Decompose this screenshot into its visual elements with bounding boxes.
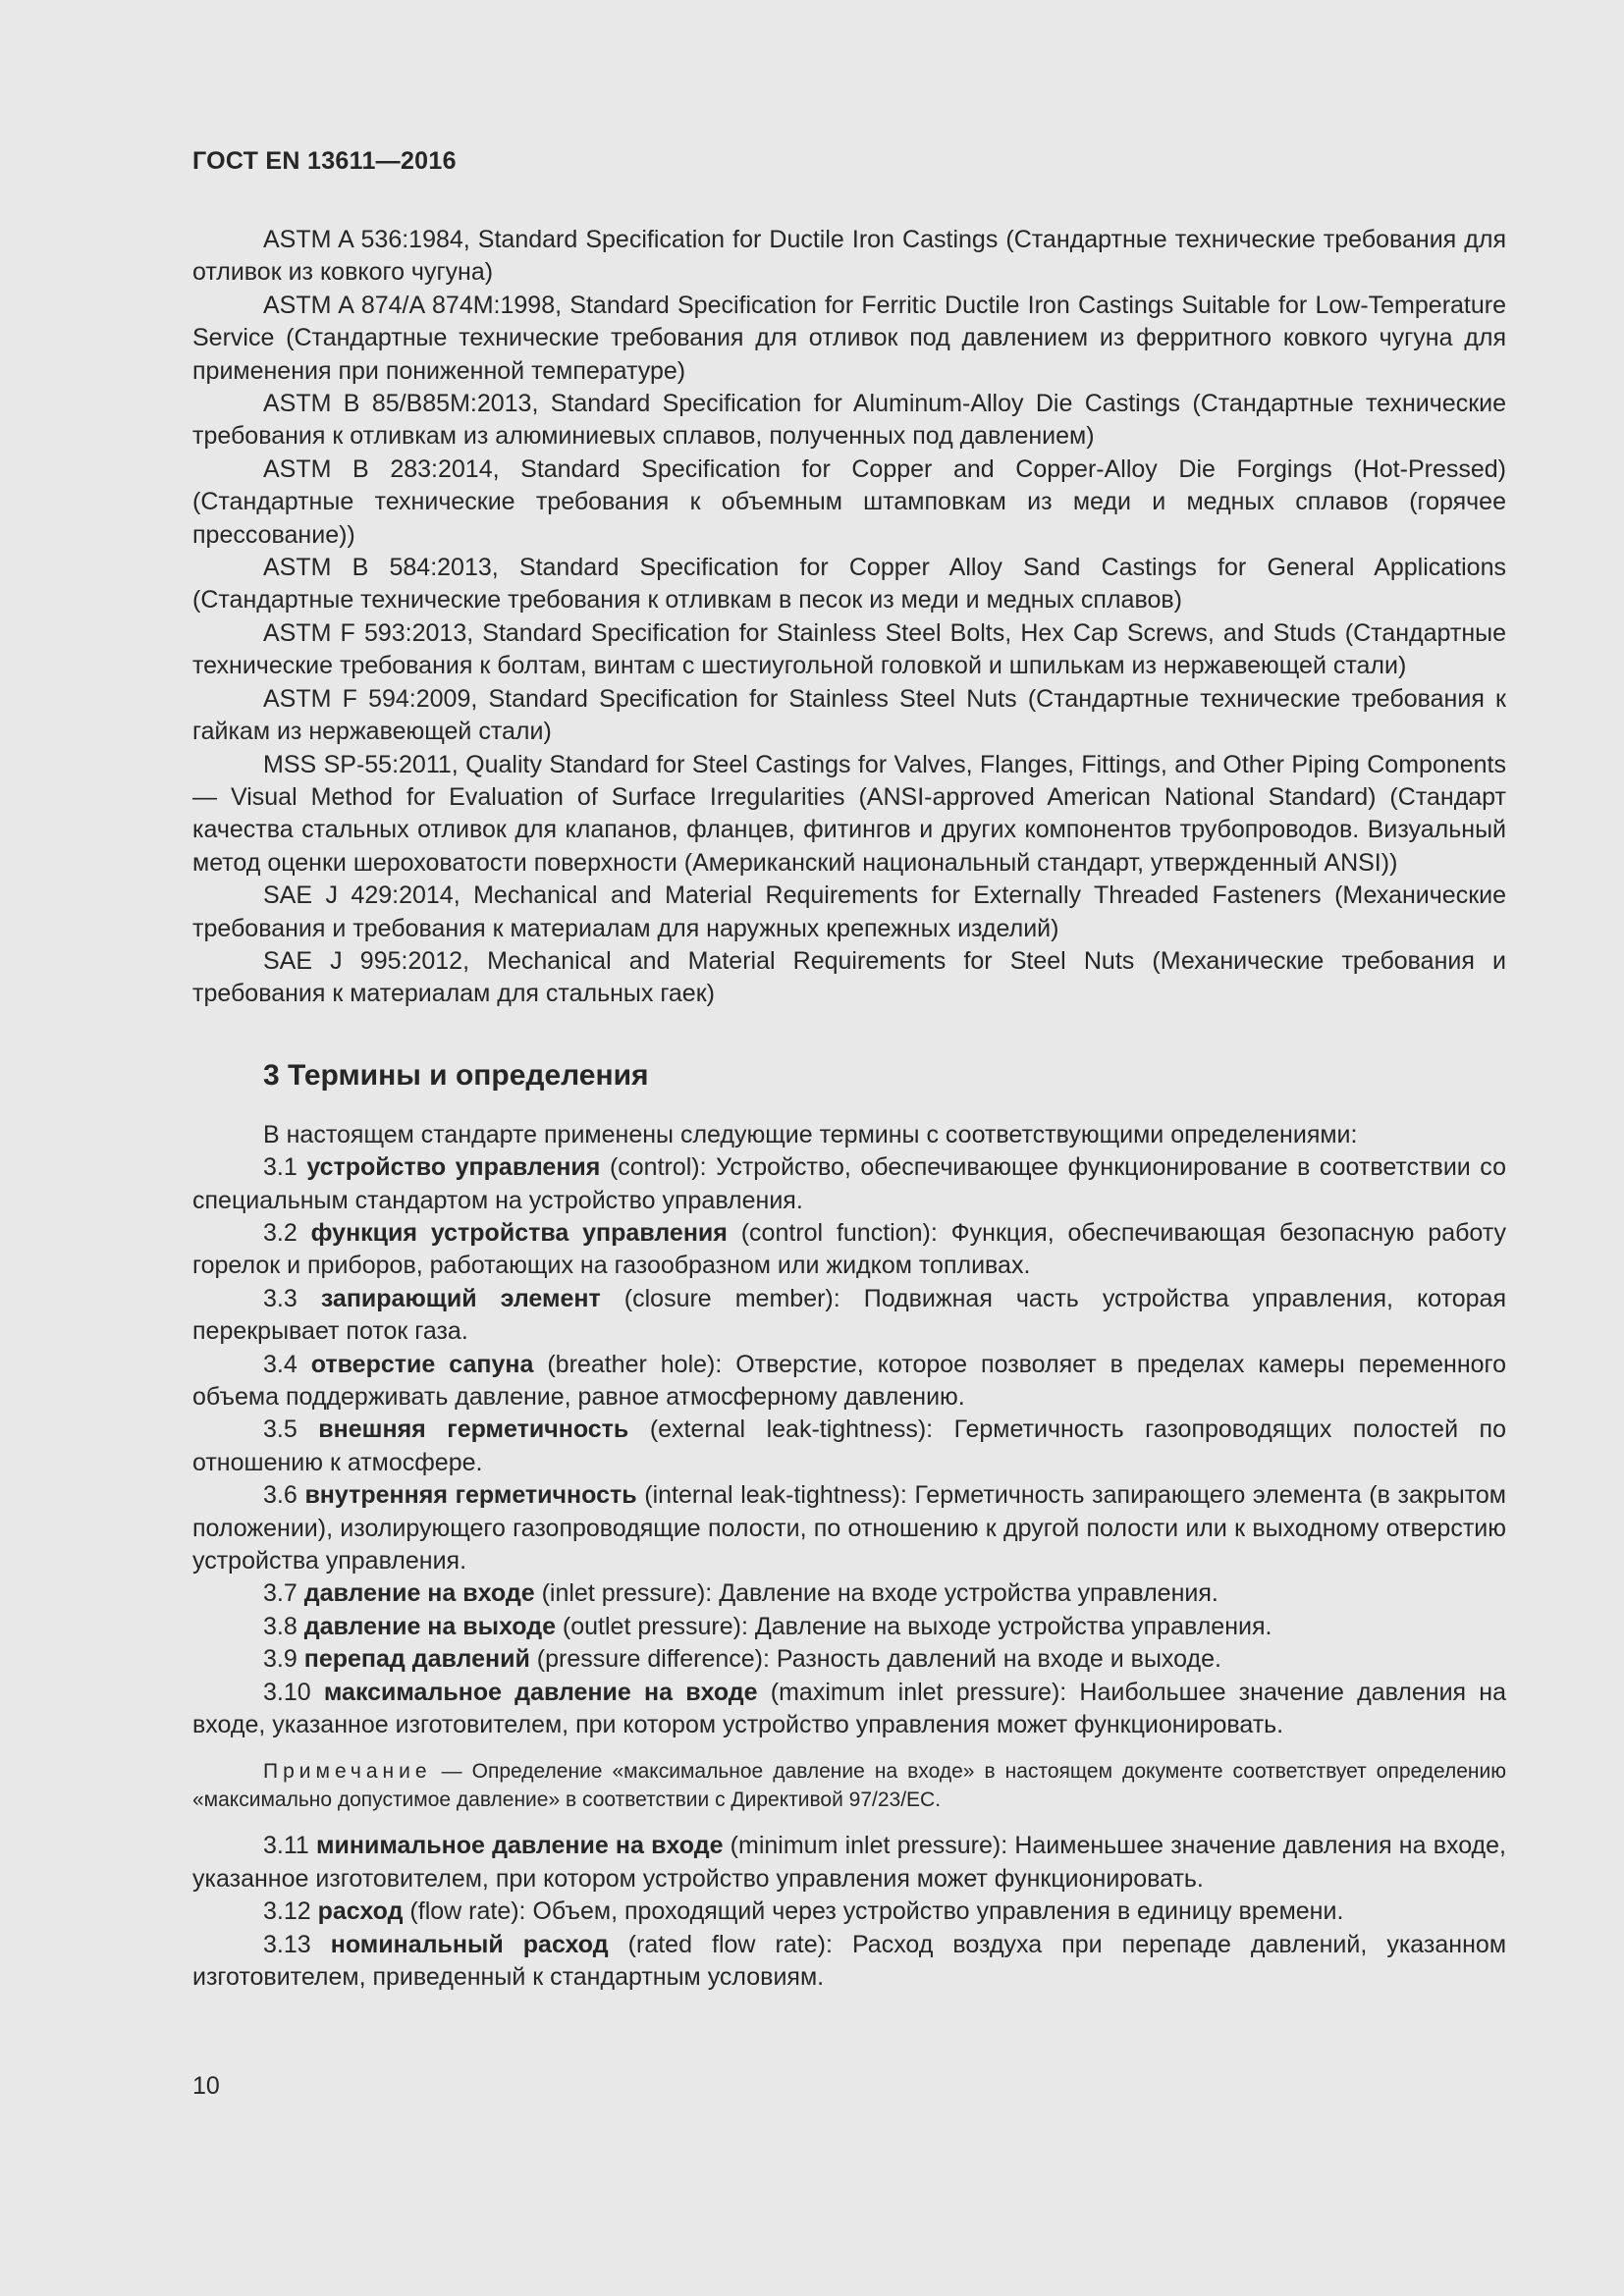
term-number: 3.11 <box>263 1832 309 1860</box>
term-number: 3.8 <box>263 1612 298 1640</box>
term-name: отверстие сапуна <box>310 1350 534 1378</box>
page-number: 10 <box>192 2072 220 2100</box>
reference-item: MSS SP-55:2011, Quality Standard for Steel Castings for Valves, Flanges, Fittings, and Other Piping Components — Visual Method for Evaluation of Surface Irregularities (ANSI-approved American National Standard) (Стандарт качества стальных отливок для клапанов, фланцев, фитингов и других компонентов трубопроводов. Визуальный метод оценки шероховатости поверхности (Американский национальный стандарт, утвержденный ANSI)) <box>192 750 1506 877</box>
term-number: 3.4 <box>263 1350 298 1378</box>
term-entry <box>192 1349 1506 1415</box>
term-name: перепад давлений <box>303 1645 530 1674</box>
term-entry <box>192 1611 1506 1643</box>
term-name: внутренняя герметичность <box>304 1481 637 1510</box>
term-entry <box>192 1283 1506 1349</box>
reference-item: ASTM F 594:2009, Standard Specification for Stainless Steel Nuts (Стандартные технические требования к гайкам из нержавеющей стали) <box>192 684 1506 746</box>
reference-item: ASTM B 283:2014, Standard Specification for Copper and Copper-Alloy Die Forgings (Hot-Pressed) (Стандартные технические требования к объемным штамповкам из меди и медных сплавов (горячее прессование)) <box>192 454 1506 549</box>
term-number: 3.3 <box>263 1284 298 1312</box>
term-number: 3.10 <box>263 1678 311 1706</box>
term-definition: (rated flow rate): Расход воздуха при перепаде давлений, указанном изготовителем, приведенный к стандартным условиям. <box>192 1930 1507 1992</box>
term-number: 3.1 <box>263 1153 298 1182</box>
term-definition: (control): Устройство, обеспечивающее функционирование в соответствии со специальным стандартом на устройство управления. <box>192 1153 1506 1214</box>
reference-item: ASTM A 536:1984, Standard Specification for Ductile Iron Castings (Стандартные технические требования для отливок из ковкого чугуна) <box>192 226 1506 287</box>
term-entry <box>192 1896 1506 1928</box>
note-label: Примечание <box>263 1760 432 1784</box>
reference-item: ASTM A 874/A 874M:1998, Standard Specification for Ferritic Ductile Iron Castings Suitable for Low-Temperature Service (Стандартные технические требования для отливок под давлением из ферритного ковкого чугуна для применения при пониженной температуре) <box>192 291 1506 385</box>
term-entry <box>192 1929 1506 1995</box>
term-definition: (inlet pressure): Давление на входе устройства управления. <box>541 1579 1218 1608</box>
term-name: давление на выходе <box>303 1612 556 1640</box>
term-definition: (maximum inlet pressure): Наибольшее значение давления на входе, указанное изготовителем, при котором устройство управления может функционировать. <box>192 1678 1506 1739</box>
term-entry <box>192 1479 1506 1577</box>
term-number: 3.5 <box>263 1415 298 1444</box>
note-text: — Определение «максимальное давление на входе» в настоящем документе соответствует определению «максимально допустимое давление» в соответствии с Директивой 97/23/ЕС. <box>192 1760 1506 1812</box>
reference-item: ASTM B 85/B85M:2013, Standard Specification for Aluminum-Alloy Die Castings (Стандартные технические требования к отливкам из алюминиевых сплавов, полученных под давлением) <box>192 390 1506 451</box>
term-entry <box>192 1151 1506 1217</box>
term-name: минимальное давление на входе <box>316 1832 724 1860</box>
reference-item: ASTM B 584:2013, Standard Specification for Copper Alloy Sand Castings for General Applications (Стандартные технические требования к отливкам в песок из меди и медных сплавов) <box>192 554 1506 614</box>
term-entry <box>192 1577 1506 1610</box>
term-definition: (internal leak-tightness): Герметичность запирающего элемента (в закрытом положении), изолирующего газопроводящие полости, по отношению к другой полости или к выходному отверстию устройства управления. <box>192 1481 1506 1575</box>
reference-item: ASTM F 593:2013, Standard Specification for Stainless Steel Bolts, Hex Cap Screws, and Studs (Стандартные технические требования к болтам, винтам с шестиугольной головкой и шпилькам из нержавеющей стали) <box>192 618 1506 680</box>
term-number: 3.6 <box>263 1481 298 1510</box>
term-definition: (control function): Функция, обеспечивающая безопасную работу горелок и приборов, работающих на газообразном или жидком топливах. <box>192 1218 1506 1280</box>
terms-list <box>192 1151 1506 1741</box>
term-entry <box>192 1217 1506 1283</box>
term-name: номинальный расход <box>330 1930 609 1958</box>
term-definition: (external leak-tightness): Герметичность газопроводящих полостей по отношению к атмосфере. <box>192 1415 1506 1476</box>
term-definition: (outlet pressure): Давление на выходе устройства управления. <box>562 1612 1272 1640</box>
term-definition: (breather hole): Отверстие, которое позволяет в пределах камеры переменного объема поддерживать давление, равное атмосферному давлению. <box>192 1350 1506 1411</box>
term-name: расход <box>317 1897 404 1926</box>
term-entry <box>192 1414 1506 1479</box>
term-definition: (pressure difference): Разность давлений на входе и выходе. <box>536 1645 1221 1674</box>
document-header: ГОСТ EN 13611—2016 <box>192 147 457 175</box>
term-name: давление на входе <box>303 1579 535 1608</box>
term-number: 3.7 <box>263 1579 298 1608</box>
reference-item: SAE J 429:2014, Mechanical and Material Requirements for Externally Threaded Fasteners (Механические требования и требования к материалам для наружных крепежных изделий) <box>192 881 1506 942</box>
reference-item: SAE J 995:2012, Mechanical and Material Requirements for Steel Nuts (Механические требования и требования к материалам для стальных гаек) <box>192 946 1506 1008</box>
term-name: максимальное давление на входе <box>323 1678 758 1706</box>
term-number: 3.9 <box>263 1645 298 1674</box>
references-list <box>192 224 1506 1011</box>
document-body <box>192 224 1506 1995</box>
term-number: 3.12 <box>263 1897 311 1926</box>
term-definition: (flow rate): Объем, проходящий через устройство управления в единицу времени. <box>409 1897 1344 1926</box>
term-definition: (closure member): Подвижная часть устройства управления, которая перекрывает поток газа. <box>192 1284 1506 1346</box>
term-entry <box>192 1643 1506 1676</box>
term-number: 3.13 <box>263 1930 311 1958</box>
term-name: запирающий элемент <box>320 1284 601 1312</box>
term-name: функция устройства управления <box>310 1218 728 1247</box>
section-heading: 3 Термины и определения <box>263 1058 649 1092</box>
term-name: внешняя герметичность <box>318 1415 629 1444</box>
term-entry <box>192 1677 1506 1742</box>
section-intro: В настоящем стандарте применены следующие термины с соответствующими определениями: <box>263 1120 1358 1148</box>
term-definition: (minimum inlet pressure): Наименьшее значение давления на входе, указанное изготовителем, при котором устройство управления может функционировать. <box>192 1832 1506 1893</box>
term-name: устройство управления <box>306 1153 601 1182</box>
note <box>192 1757 1506 1814</box>
terms-list-continued <box>192 1830 1506 1994</box>
term-entry <box>192 1830 1506 1896</box>
term-number: 3.2 <box>263 1218 298 1247</box>
